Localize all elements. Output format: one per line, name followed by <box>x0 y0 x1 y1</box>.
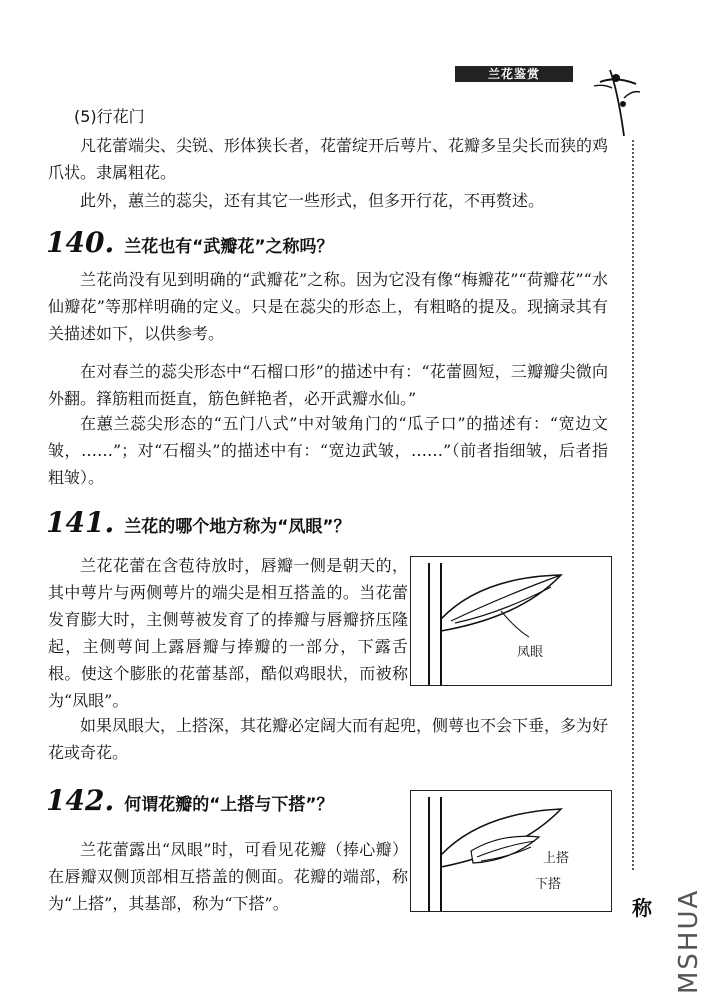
question-title: 兰花也有“武瓣花”之称吗？ <box>124 237 334 257</box>
orchid-decoration-icon <box>590 62 642 138</box>
bud-diagram-icon <box>411 557 611 685</box>
question-heading <box>46 506 351 540</box>
question-number: 141. <box>46 506 115 539</box>
figure-label: 凤眼 <box>517 645 544 660</box>
question-heading <box>46 784 334 818</box>
paragraph: 兰花尚没有见到明确的“武瓣花”之称。因为它没有像“梅瓣花”“荷瓣花”“水仙瓣花”等那样明确的定义。只是在蕊尖的形态上，有粗略的提及。现摘录其有关描述如下，以供参考。 <box>48 270 608 343</box>
petal-overlap-diagram-icon <box>411 791 611 911</box>
question-heading <box>46 226 334 260</box>
paragraph: 凡花蕾端尖、尖锐、形体狭长者，花蕾绽开后萼片、花瓣多呈尖长而狭的鸡爪状。隶属粗花。 <box>48 136 609 182</box>
margin-dotted-line <box>632 140 634 870</box>
question-number: 140. <box>46 226 115 259</box>
watermark: MSHUA <box>674 888 704 994</box>
paragraph: 兰花花蕾在含苞待放时，唇瓣一侧是朝天的，其中萼片与两侧萼片的端尖是相互搭盖的。当花蕾发育膨大时，主侧萼被发育了的捧瓣与唇瓣挤压隆起，主侧萼间上露唇瓣与捧瓣的一部分，下露舌根。使这个膨胀的花蕾基部，酷似鸡眼状，而被称为“凤眼”。 <box>48 556 408 710</box>
question-title: 何谓花瓣的“上搭与下搭”？ <box>124 795 334 815</box>
side-tab-char: 称 <box>632 896 652 920</box>
running-header: 兰花鉴赏 <box>455 66 573 82</box>
question-title: 兰花的哪个地方称为“凤眼”？ <box>124 517 351 537</box>
paragraph: 兰花蕾露出“凤眼”时，可看见花瓣（捧心瓣）在唇瓣双侧顶部相互搭盖的侧面。花瓣的端部，称为“上搭”，其基部，称为“下搭”。 <box>48 840 408 913</box>
paragraph: 在蕙兰蕊尖形态的“五门八式”中对皱角门的“瓜子口”的描述有：“宽边文皱，……”；对“石榴头”的描述中有：“宽边武皱，……”（前者指细皱，后者指粗皱）。 <box>48 414 608 487</box>
paragraph: 如果凤眼大，上搭深，其花瓣必定阔大而有起兜，侧萼也不会下垂，多为好花或奇花。 <box>48 716 609 762</box>
figure-label-bottom: 下搭 <box>535 877 562 892</box>
phoenix-eye-figure <box>410 556 612 686</box>
section-subtitle: (5)行花门 <box>74 107 145 126</box>
petal-overlap-figure <box>410 790 612 912</box>
question-number: 142. <box>46 784 115 817</box>
figure-label-top: 上搭 <box>543 851 570 866</box>
paragraph: 在对春兰的蕊尖形态中“石榴口形”的描述中有：“花蕾圆短，三瓣瓣尖微向外翻。箨筋粗而挺直，筋色鲜艳者，必开武瓣水仙。” <box>48 362 608 408</box>
paragraph: 此外，蕙兰的蕊尖，还有其它一些形式，但多开行花，不再赘述。 <box>80 191 545 210</box>
